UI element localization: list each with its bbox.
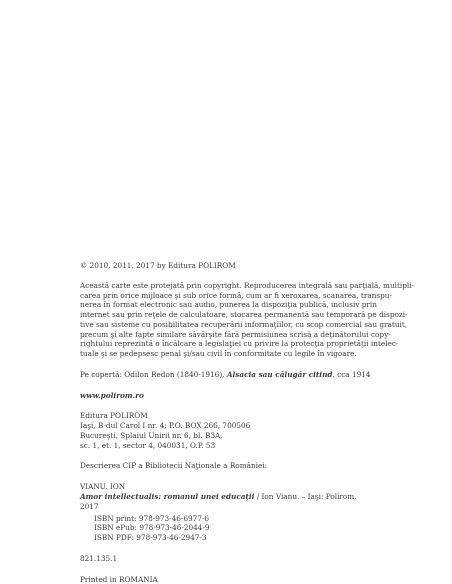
printed-in: Printed in ROMANIA: [80, 574, 158, 584]
rights-statement: [80, 280, 415, 359]
rights-line: tuale şi se pedepsesc penal şi/sau civil în conformitate cu legile în vigoare.: [80, 349, 357, 359]
cip-title-line: [80, 492, 372, 512]
isbn-line: ISBN print: 978-973-46-6977-6: [94, 513, 210, 523]
isbn-line: ISBN ePub: 978-973-46-2044-9: [94, 523, 210, 533]
rights-line: internet sau prin reţele de calculatoare, stocarea permanentă sau temporară pe dispozi-: [80, 310, 408, 320]
cip-book-imprint: / Ion Vianu. – Iaşi: Polirom, 2017: [80, 492, 357, 511]
address-line: Bucureşti, Splaiul Unirii nr. 6, bl. B3A,: [80, 430, 223, 440]
cover-credit-prefix: Pe copertă: Odilon Redon (1840-1916),: [80, 369, 227, 379]
rights-line: nerea în format electronic sau audio, punerea la dispoziţia publică, inclusiv prin: [80, 300, 377, 310]
rights-line: precum şi alte fapte similare săvârşite fără permisiunea scrisă a deţinătorului copy-: [80, 329, 391, 339]
cover-credit-suffix: , cca 1914: [332, 369, 371, 379]
cover-credit: [80, 370, 372, 380]
address-line: Editura POLIROM: [80, 411, 148, 421]
rights-line: rightului reprezintă o încălcare a legislaţiei cu privire la protecţia proprietăţii intelec-: [80, 339, 399, 349]
cip-book-title: Amor intellectualis: romanul unei educaţii: [80, 492, 255, 502]
address-line: sc. 1, et. 1, sector 4, 040031, O.P. 53: [80, 440, 216, 450]
isbn-list: [94, 514, 372, 543]
copyright-page: [80, 261, 415, 584]
rights-line: carea prin orice mijloace şi sub orice formă, cum ar fi xeroxarea, scanarea, transpu-: [80, 290, 392, 300]
cip-author: VIANU, ION: [80, 482, 126, 492]
cip-heading: Descrierea CIP a Bibliotecii Naţionale a României:: [80, 461, 268, 471]
cover-artwork-title: Alsacia sau călugăr citind: [226, 369, 333, 379]
rights-line: Această carte este protejată prin copyright. Reproducerea integrală sau parţială, multipli-: [80, 280, 415, 290]
publisher-website: www.polirom.ro: [80, 390, 144, 400]
rights-line: tive sau sisteme cu posibilitatea recuperării informaţiilor, cu scop comercial sau gratuit,: [80, 319, 408, 329]
copyright-notice: © 2010, 2011, 2017 by Editura POLIROM: [80, 261, 236, 270]
publisher-address: [80, 411, 372, 450]
classification-code: 821.135.1: [80, 553, 118, 563]
address-line: Iaşi, B-dul Carol I nr. 4; P.O. BOX 266, 700506: [80, 421, 251, 431]
isbn-line: ISBN PDF: 978-973-46-2947-3: [94, 533, 207, 543]
